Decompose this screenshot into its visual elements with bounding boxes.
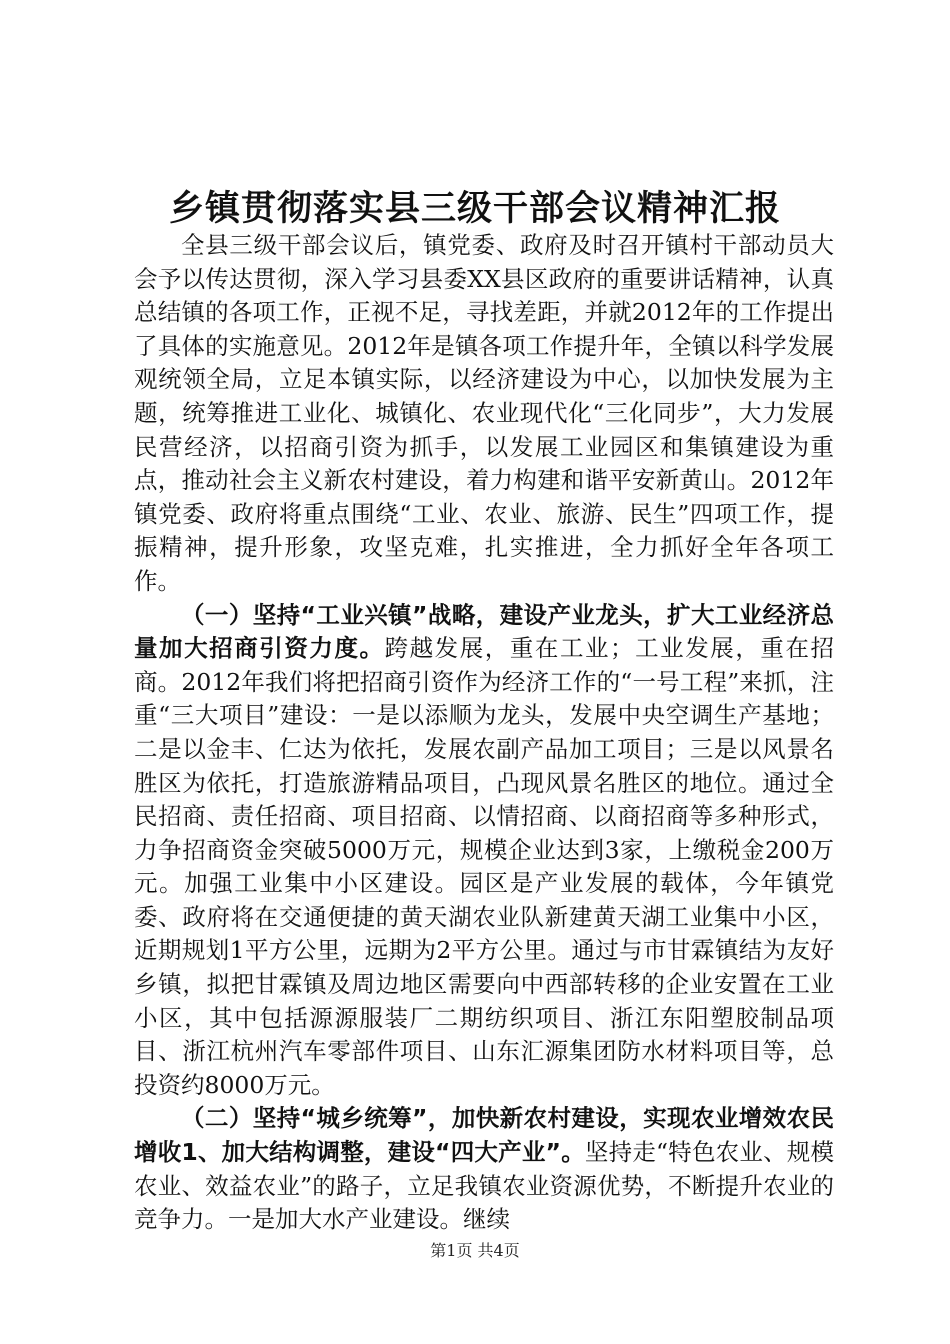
paragraph-text: 全县三级干部会议后，镇党委、政府及时召开镇村干部动员大会予以传达贯彻，深入学习县委XX县区政府的重要讲话精神，认真总结镇的各项工作，正视不足，寻找差距，并就2012年的工作提出了具体的实施意见。2012年是镇各项工作提升年，全镇以科学发展观统领全局，立足本镇实际，以经济建设为中心，以加快发展为主题，统筹推进工业化、城镇化、农业现代化“三化同步”，大力发展民营经济，以招商引资为抓手，以发展工业园区和集镇建设为重点，推动社会主义新农村建设，着力构建和谐平安新黄山。2012年镇党委、政府将重点围绕“工业、农业、旅游、民生”四项工作，提振精神，提升形象，攻坚克难，扎实推进，全力抓好全年各项工作。 — [134, 231, 834, 595]
paragraph-section-1 — [134, 599, 834, 1103]
paragraph-section-2 — [134, 1102, 834, 1236]
section-heading: （一）坚持“工业兴镇”战略，建设产业龙头，扩大工业经济总量加大招商引资力度。 — [134, 600, 834, 663]
paragraph-text: 坚持走“特色农业、规模农业、效益农业”的路子，立足我镇农业资源优势，不断提升农业的竞争力。一是加大水产业建设。继续 — [134, 1138, 834, 1234]
section-heading: （二）坚持“城乡统筹”，加快新农村建设，实现农业增效农民增收1、加大结构调整，建设“四大产业”。 — [134, 1104, 834, 1167]
paragraph-intro — [134, 229, 834, 599]
document-body — [134, 229, 834, 1237]
document-title: 乡镇贯彻落实县三级干部会议精神汇报 — [168, 188, 781, 229]
paragraph-text: 跨越发展，重在工业；工业发展，重在招商。2012年我们将把招商引资作为经济工作的“一号工程”来抓，注重“三大项目”建设：一是以添顺为龙头，发展中央空调生产基地；二是以金丰、仁达为依托，发展农副产品加工项目；三是以风景名胜区为依托，打造旅游精品项目，凸现风景名胜区的地位。通过全民招商、责任招商、项目招商、以情招商、以商招商等多种形式，力争招商资金突破5000万元，规模企业达到3家，上缴税金200万元。加强工业集中小区建设。园区是产业发展的载体，今年镇党委、政府将在交通便捷的黄天湖农业队新建黄天湖工业集中小区，近期规划1平方公里，远期为2平方公里。通过与市甘霖镇结为友好乡镇，拟把甘霖镇及周边地区需要向中西部转移的企业安置在工业小区，其中包括源源服装厂二期纺织项目、浙江东阳塑胶制品项目、浙江杭州汽车零部件项目、山东汇源集团防水材料项目等，总投资约8000万元。 — [134, 634, 835, 1099]
page-footer: 第1页 共4页 — [430, 1241, 520, 1260]
